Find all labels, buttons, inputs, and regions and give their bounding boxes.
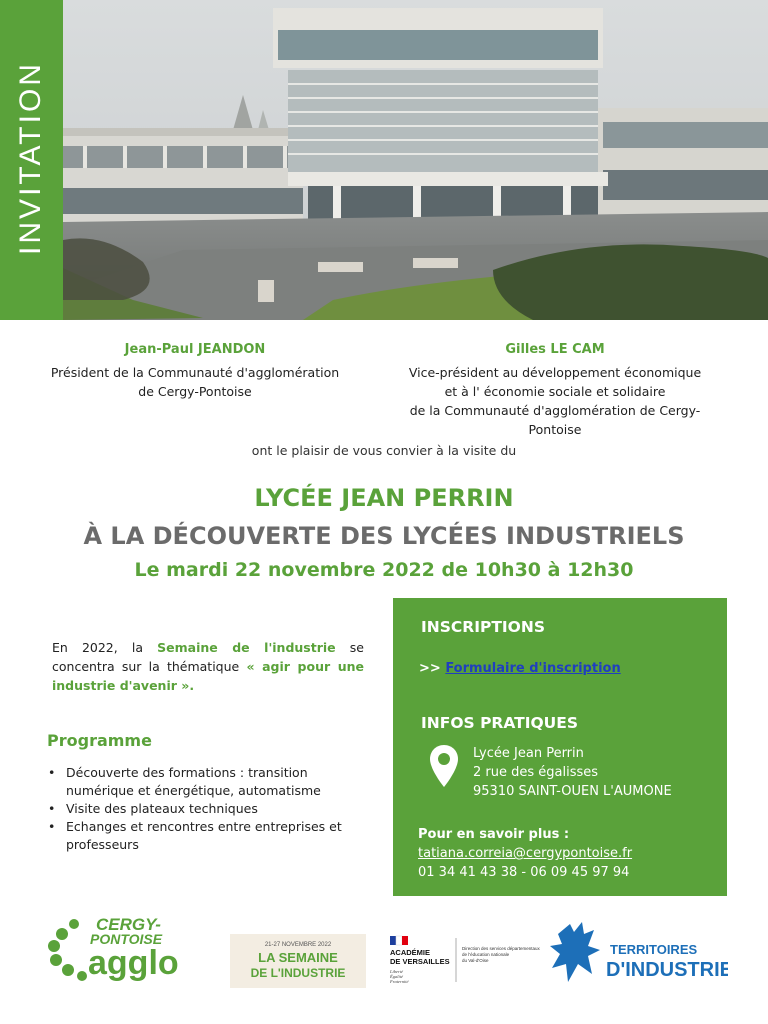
host-name: Jean-Paul JEANDON bbox=[124, 342, 266, 357]
host-name: Gilles LE CAM bbox=[505, 342, 605, 357]
host-role-line: et à l' économie sociale et solidaire bbox=[444, 384, 666, 399]
event-date: Le mardi 22 novembre 2022 de 10h30 à 12h30 bbox=[134, 559, 634, 581]
intro-paragraph bbox=[52, 638, 364, 695]
territoires-industrie-logo bbox=[548, 916, 728, 988]
host-role-line: de Cergy-Pontoise bbox=[138, 384, 252, 399]
programme-title: Programme bbox=[47, 731, 152, 750]
academie-logo-text: DE VERSAILLES bbox=[390, 957, 450, 966]
academie-versailles-logo bbox=[386, 932, 542, 992]
host-jeandon bbox=[40, 342, 350, 401]
contact-email-link[interactable]: tatiana.correia@cergypontoise.fr bbox=[418, 846, 633, 861]
academie-logo-text: Direction des services départementaux bbox=[462, 946, 540, 951]
invitation-intro: ont le plaisir de vous convier à la visite du bbox=[251, 443, 517, 458]
semaine-logo-text: LA SEMAINE bbox=[258, 950, 338, 965]
territoires-logo-text: TERRITOIRES bbox=[610, 942, 698, 957]
inscriptions-title: INSCRIPTIONS bbox=[421, 618, 545, 636]
agglo-logo-text: CERGY- bbox=[96, 915, 161, 934]
address-line: Lycée Jean Perrin bbox=[473, 746, 584, 761]
paragraph-highlight: « agir pour une industrie d'avenir ». bbox=[52, 659, 364, 693]
bullet-icon: • bbox=[48, 801, 56, 816]
inscription-link-row bbox=[419, 661, 621, 676]
programme-item-text: Visite des plateaux techniques bbox=[66, 801, 258, 816]
host-role bbox=[40, 363, 350, 401]
address-line: 2 rue des égalisses bbox=[473, 765, 599, 780]
semaine-industrie-logo bbox=[230, 934, 366, 988]
programme-item bbox=[48, 818, 368, 854]
academie-logo-text: Égalité bbox=[390, 974, 403, 979]
academie-logo-text: du Val-d'Oise bbox=[462, 958, 489, 963]
contact-block bbox=[418, 825, 632, 882]
address-line: 95310 SAINT-OUEN L'AUMONE bbox=[473, 784, 672, 799]
school-photo bbox=[63, 0, 768, 320]
semaine-logo-text: DE L'INDUSTRIE bbox=[250, 966, 346, 980]
host-role-line: de la Communauté d'agglomération de Cergy-Pontoise bbox=[409, 403, 701, 437]
paragraph-highlight: Semaine de l'industrie bbox=[157, 640, 336, 655]
link-prefix: >> bbox=[419, 661, 446, 676]
info-panel bbox=[393, 598, 727, 896]
invitation-label: INVITATION bbox=[14, 61, 47, 255]
programme-item-text: Echanges et rencontres entre entreprises et professeurs bbox=[66, 819, 342, 852]
host-le-cam bbox=[385, 342, 725, 439]
programme-item bbox=[48, 764, 368, 800]
bullet-icon: • bbox=[48, 819, 56, 834]
host-role-line: Vice-président au développement économique bbox=[408, 365, 702, 380]
registration-form-link[interactable]: Formulaire d'inscription bbox=[445, 661, 621, 676]
contact-phones: 01 34 41 43 38 - 06 09 45 97 94 bbox=[418, 865, 630, 880]
agglo-logo-text: agglo bbox=[88, 944, 179, 982]
academie-logo-text: de l'éducation nationale bbox=[462, 952, 510, 957]
paragraph-text: se concentra sur la thématique bbox=[52, 640, 364, 674]
programme-list bbox=[48, 764, 368, 854]
programme-item bbox=[48, 800, 368, 818]
infos-pratiques-title: INFOS PRATIQUES bbox=[421, 714, 579, 732]
cergy-pontoise-agglo-logo bbox=[44, 912, 224, 982]
host-role-line: Président de la Communauté d'agglomération bbox=[50, 365, 340, 380]
academie-logo-text: ACADÉMIE bbox=[390, 948, 431, 957]
semaine-logo-text: 21-27 NOVEMBRE 2022 bbox=[264, 942, 332, 948]
location-pin-icon bbox=[429, 744, 459, 792]
paragraph-text: En 2022, la bbox=[52, 640, 158, 655]
theme-title: À LA DÉCOUVERTE DES LYCÉES INDUSTRIELS bbox=[83, 522, 685, 550]
contact-label: Pour en savoir plus : bbox=[418, 827, 570, 842]
agglo-logo-text: PONTOISE bbox=[90, 931, 163, 947]
territoires-logo-text: D'INDUSTRIE bbox=[606, 959, 728, 981]
academie-logo-text: Fraternité bbox=[390, 979, 409, 984]
school-title: LYCÉE JEAN PERRIN bbox=[254, 484, 514, 512]
academie-logo-text: Liberté bbox=[390, 969, 403, 974]
programme-item-text: Découverte des formations : transition numérique et énergétique, automatisme bbox=[66, 765, 321, 798]
address-block bbox=[473, 744, 672, 801]
host-role bbox=[385, 363, 725, 439]
bullet-icon: • bbox=[48, 765, 56, 780]
